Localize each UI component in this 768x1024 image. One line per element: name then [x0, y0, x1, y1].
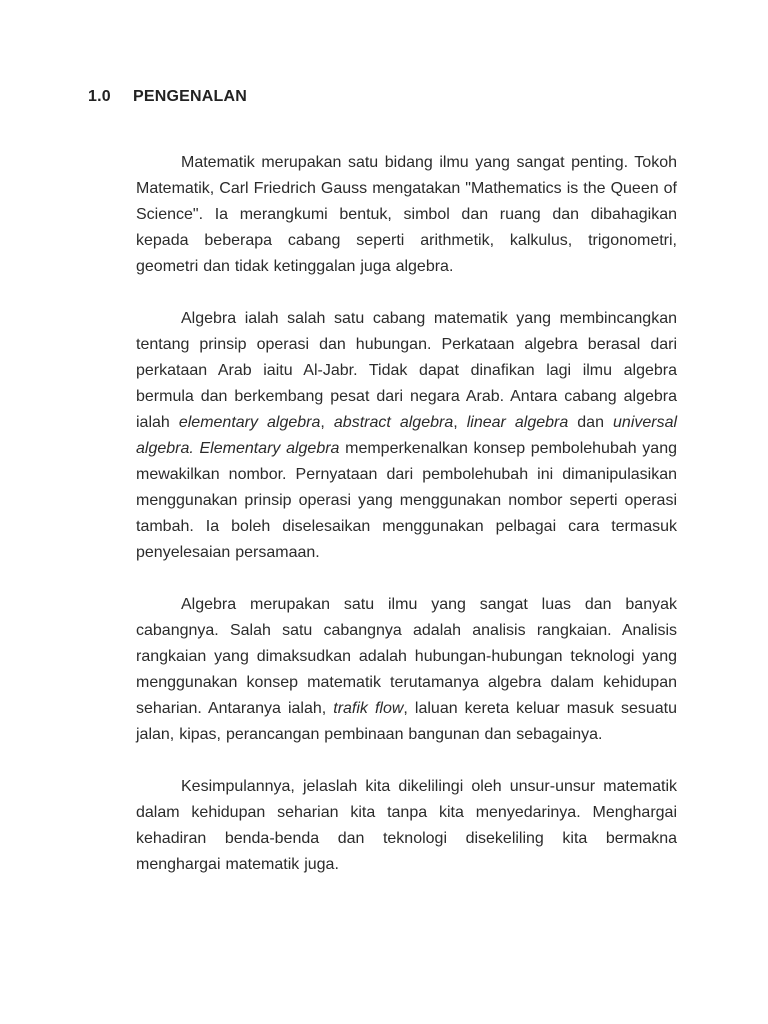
- text-run: Matematik merupakan satu bidang ilmu yang sangat penting. Tokoh Matematik, Carl Friedrich Gauss mengatakan "Mathematics is the Queen of Science". Ia merangkumi bentuk, simbol dan ruang dan dibahagikan kepada beberapa cabang seperti arithmetik, kalkulus, trigonometri, geometri dan tidak ketinggalan juga algebra.: [136, 154, 677, 275]
- italic-text-run: abstract algebra: [333, 414, 454, 431]
- document-body: [136, 150, 677, 904]
- paragraph-algebra-branches: [136, 306, 677, 566]
- italic-text-run: linear algebra: [466, 414, 569, 431]
- text-run: ,: [453, 414, 467, 431]
- paragraph-intro: [136, 150, 677, 280]
- text-run: memperkenalkan konsep pembolehubah yang mewakilkan nombor. Pernyataan dari pembolehubah ini dimanipulasikan menggunakan prinsip operasi yang menggunakan nombor seperti operasi tambah. Ia boleh diselesaikan menggunakan pelbagai cara termasuk penyelesaian persamaan.: [136, 440, 677, 561]
- section-title: PENGENALAN: [133, 88, 248, 105]
- italic-text-run: trafik flow: [333, 700, 404, 717]
- italic-text-run: elementary algebra: [178, 414, 321, 431]
- paragraph-network-analysis: [136, 592, 677, 748]
- text-run: , laluan kereta keluar masuk sesuatu jalan, kipas, perancangan pembinaan bangunan dan sebagainya.: [136, 700, 677, 743]
- text-run: dan: [568, 414, 614, 431]
- text-run: Algebra ialah salah satu cabang matematik yang membincangkan tentang prinsip operasi dan hubungan. Perkataan algebra berasal dari perkataan Arab iaitu Al-Jabr. Tidak dapat dinafikan lagi ilmu algebra bermula dan berkembang pesat dari negara Arab. Antara cabang algebra ialah: [136, 310, 677, 431]
- text-run: ,: [320, 414, 334, 431]
- text-run: Algebra merupakan satu ilmu yang sangat luas dan banyak cabangnya. Salah satu cabangnya adalah analisis rangkaian. Analisis rangkaian yang dimaksudkan adalah hubungan-hubungan teknologi yang menggunakan konsep matematik terutamanya algebra dalam kehidupan seharian. Antaranya ialah,: [136, 596, 677, 717]
- section-heading: [88, 88, 247, 106]
- section-number: 1.0: [88, 88, 111, 105]
- italic-text-run: universal algebra. Elementary algebra: [136, 414, 678, 457]
- paragraph-conclusion: [136, 774, 677, 878]
- text-run: Kesimpulannya, jelaslah kita dikelilingi oleh unsur-unsur matematik dalam kehidupan seharian kita tanpa kita menyedarinya. Menghargai kehadiran benda-benda dan teknologi disekeliling kita bermakna menghargai matematik juga.: [136, 778, 677, 873]
